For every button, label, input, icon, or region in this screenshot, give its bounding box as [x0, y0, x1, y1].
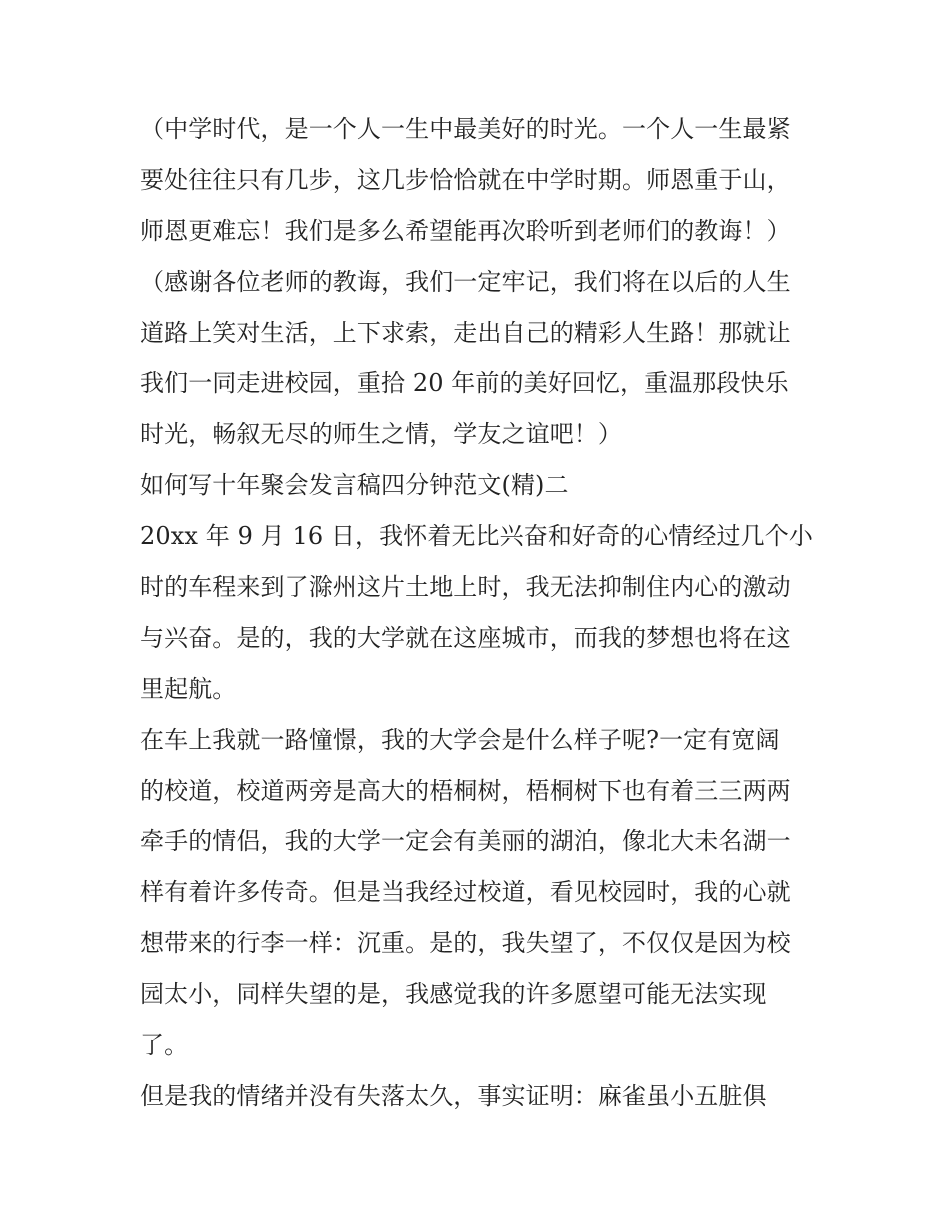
text-line-10: 时的车程来到了滁州这片土地上时，我无法抑制住内心的激动	[140, 573, 791, 602]
text-line-3: 师恩更难忘！我们是多么希望能再次聆听到老师们的教诲！）	[140, 216, 791, 245]
text-line-1: （中学时代，是一个人一生中最美好的时光。一个人一生最紧	[140, 115, 791, 143]
text-line-13: 在车上我就一路憧憬，我的大学会是什么样子呢?一定有宽阔	[140, 725, 780, 754]
text-line-17: 想带来的行李一样：沉重。是的，我失望了，不仅仅是因为校	[140, 929, 791, 958]
text-line-19: 了。	[140, 1031, 189, 1060]
text-line-11: 与兴奋。是的，我的大学就在这座城市，而我的梦想也将在这	[140, 623, 791, 652]
section-heading: 如何写十年聚会发言稿四分钟范文(精)二	[140, 471, 569, 500]
text-line-7: 时光，畅叙无尽的师生之情，学友之谊吧！）	[140, 420, 622, 449]
text-line-9: 20xx 年 9 月 16 日，我怀着无比兴奋和好奇的心情经过几个小	[140, 522, 813, 551]
text-line-15: 牵手的情侣，我的大学一定会有美丽的湖泊，像北大未名湖一	[140, 827, 791, 856]
text-line-20: 但是我的情绪并没有失落太久，事实证明：麻雀虽小五脏俱	[140, 1081, 767, 1110]
text-line-18: 园太小，同样失望的是，我感觉我的许多愿望可能无法实现	[140, 980, 767, 1009]
text-line-14: 的校道，校道两旁是高大的梧桐树，梧桐树下也有着三三两两	[140, 776, 791, 805]
text-line-6: 我们一同走进校园，重拾 20 年前的美好回忆，重温那段快乐	[140, 369, 789, 398]
text-line-2: 要处往往只有几步，这几步恰恰就在中学时期。师恩重于山，	[140, 165, 791, 194]
text-line-12: 里起航。	[140, 674, 237, 703]
text-line-4: （感谢各位老师的教诲，我们一定牢记，我们将在以后的人生	[140, 267, 791, 296]
text-line-16: 样有着许多传奇。但是当我经过校道，看见校园时，我的心就	[140, 878, 791, 907]
text-line-5: 道路上笑对生活，上下求索，走出自己的精彩人生路！那就让	[140, 318, 791, 347]
